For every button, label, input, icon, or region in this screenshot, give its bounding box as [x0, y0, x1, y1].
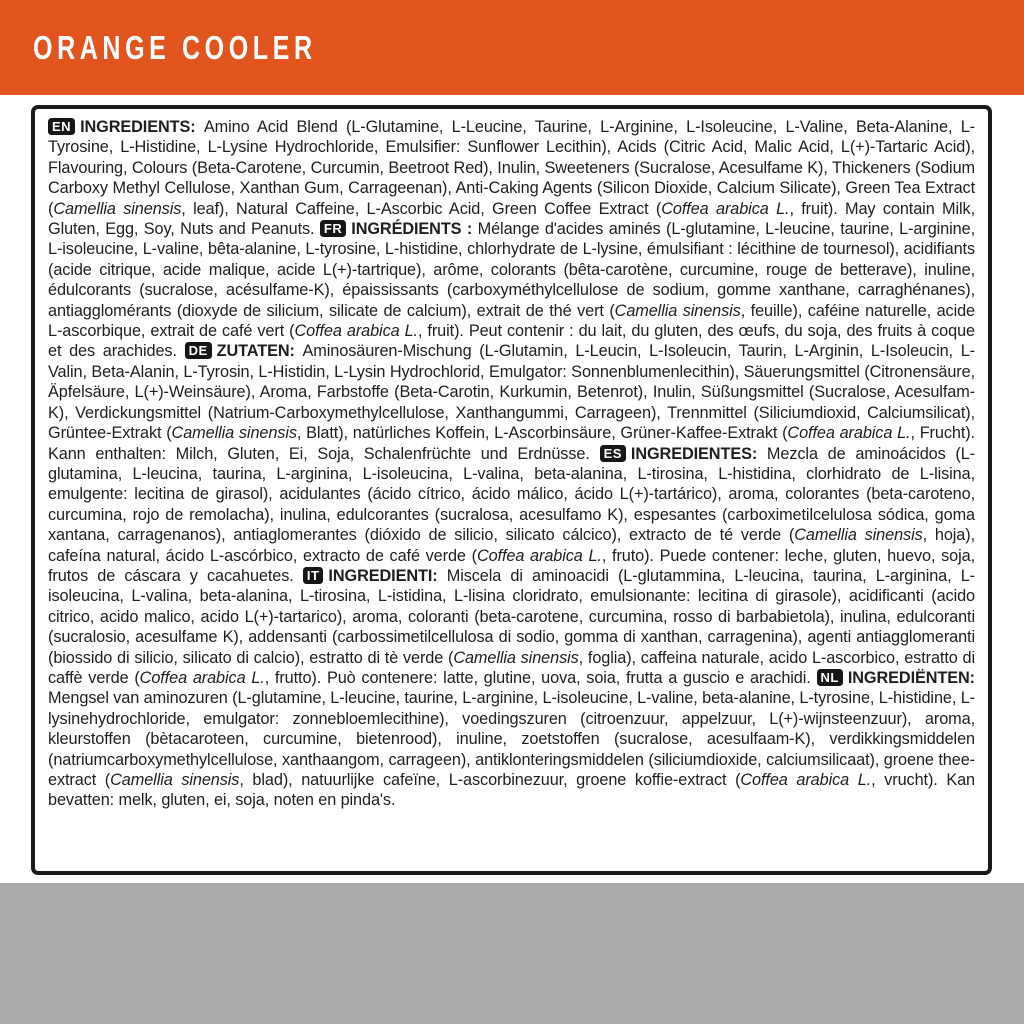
ingredients-text-it: , foglia), caffeina naturale, acido L-ascorbico, estratto di caffè verde (	[48, 648, 975, 687]
ingredients-text-fr: Mélange d'acides aminés (L-glutamine, L-leucine, taurine, L-arginine, L-isoleucine, L-valine, bêta-alanine, L-tyrosine, L-histidine, chlorhydrate de L-lysine, émulsifiant : lécithine de tournesol), acidifiants (acide citrique, acide malique, acide L(+)-tartrique), arôme, colorants (bêta-carotène, curcumine, rouge de betterave), inuline, édulcorants (sucralose, acésulfame-K), épaississants (carboxyméthylcellulose de sodium, gomme xanthane, carraghénanes), antiagglomérants (dioxyde de silicium, silicate de calcium), extrait de thé vert (	[48, 220, 975, 320]
ingredients-text-de: Aminosäuren-Mischung (L-Glutamin, L-Leucin, L-Isoleucin, Taurin, L-Arginin, L-Isoleucin, L-Valin, Beta-Alanin, L-Tyrosin, L-Histidin, L-Lysin Hydrochlorid, Emulgator: Sonnenblumenlecithin), Säuerungsmittel (Citronensäure, Äpfelsäure, L(+)-Weinsäure), Aroma, Farbstoffe (Beta-Carotin, Kurkumin, Betenrot), Inulin, Süßungsmittel (Sucralose, Acesulfam-K), Verdickungsmittel (Natrium-Carboxymethylcellulose, Xanthangummi, Carrageen), Trennmittel (Siliciumdioxid, Calciumsilicat), Grüntee-Extrakt (	[48, 342, 975, 443]
bottom-gray-bar	[0, 883, 1024, 1024]
ingredients-text-es: Coffea arabica L.	[476, 546, 602, 565]
ingredients-heading-it: INGREDIENTI:	[328, 566, 447, 585]
ingredients-heading-de: ZUTATEN:	[216, 342, 303, 361]
lang-badge-nl: NL	[817, 669, 843, 686]
ingredients-text-nl: Coffea arabica L.	[740, 771, 872, 789]
ingredients-heading-fr: INGRÉDIENTS :	[351, 220, 478, 239]
ingredients-text-nl: , vrucht). Kan bevatten: melk, gluten, ei, soja, noten en pinda's.	[48, 771, 976, 810]
ingredients-text-de: Camellia sinensis	[171, 424, 297, 443]
ingredients-heading-en: INGREDIENTS:	[80, 118, 204, 136]
lang-badge-it: IT	[303, 567, 324, 584]
ingredients-text-en: Coffea arabica L.	[661, 199, 790, 218]
ingredients-text-de: , Blatt), natürliches Koffein, L-Ascorbinsäure, Grüner-Kaffee-Extrakt (	[296, 424, 788, 443]
ingredients-text-nl: Mengsel van aminozuren (L-glutamine, L-leucine, taurine, L-arginine, L-isoleucine, L-valine, beta-alanine, L-tyrosine, L-histidine, L-lysinehydrochloride, emulgator: zonnebloemlecithine), voedingszuren (citroenzuur, appelzuur, L(+)-wijnsteenzuur), aroma, kleurstoffen (bètacaroteen, curcumine, bietenrood), inuline, zoetstoffen (sucralose, acesulfaam-K), verdikkingsmiddelen (natriumcarboxymethylcellulose, xanthaangom, carrageen), antiklonteringsmiddelen (siliciumdioxide, calciumsilicaat), groene thee-extract (	[48, 689, 975, 789]
ingredients-text-fr: , feuille), caféine naturelle, acide L-ascorbique, extrait de café vert (	[48, 301, 976, 341]
ingredients-text-it: Miscela di aminoacidi (L-glutammina, L-leucina, taurina, L-arginina, L-isoleucina, L-valina, beta-alanina, L-tirosina, L-istidina, L-lisina cloridrato, emulsionante: lecitina di girasole), acidificanti (acido citrico, acido malico, acido L(+)-tartarico), aroma, coloranti (beta-carotene, curcumina, rosso di barbabietola), inulina, edulcoranti (sucralosio, acesulfame K), addensanti (carbossimetilcellulosa di sodio, gomma di xanthan, carragenina), agenti antiagglomeranti (biossido di silicio, silicato di calcio), estratto di tè verde (	[48, 566, 975, 667]
ingredients-text-es: Mezcla de aminoácidos (L-glutamina, L-leucina, taurina, L-arginina, L-isoleucina, L-valina, beta-alanina, L-tirosina, L-histidina, clorhidrato de L-lisina, emulgente: lecitina de girasol), acidulantes (ácido cítrico, ácido málico, ácido L(+)-tartárico), aroma, colorantes (beta-caroteno, curcumina, rojo de remolacha), inulina, edulcorantes (sucralosa, acesulfamo K), espesantes (carboximetilcelulosa sódica, goma xantana, carragenanos), antiaglomerantes (dióxido de silicio, silicato cálcico), extracto de té verde (	[48, 444, 976, 545]
product-title-bar	[0, 0, 1024, 95]
lang-badge-fr: FR	[320, 220, 346, 237]
ingredients-text-fr: Coffea arabica L.	[294, 322, 418, 341]
product-title: ORANGE COOLER	[33, 28, 317, 66]
ingredients-text-nl: Camellia sinensis	[110, 771, 240, 789]
ingredients-text-de: Coffea arabica L.	[787, 424, 911, 443]
ingredients-text-it: , frutto). Può contenere: latte, glutine, uova, soia, frutta a guscio e arachidi.	[264, 668, 811, 687]
ingredients-heading-nl: INGREDIËNTEN:	[847, 668, 975, 687]
ingredients-text-fr: , fruit). Peut contenir : du lait, du gluten, des œufs, du soja, des fruits à coque et des arachides.	[48, 322, 976, 361]
ingredients-label-box	[31, 105, 992, 875]
ingredients-text-nl: , blad), natuurlijke cafeïne, L-ascorbinezuur, groene koffie-extract (	[239, 771, 741, 789]
lang-badge-de: DE	[185, 342, 212, 359]
ingredients-text-es: , hoja), cafeína natural, ácido L-ascórbico, extracto de café verde (	[48, 526, 975, 565]
ingredients-text-en: , fruit). May contain Milk, Gluten, Egg, Soy, Nuts and Peanuts.	[48, 199, 975, 239]
ingredients-text-es: Camellia sinensis	[794, 526, 923, 545]
ingredients-text-en: Amino Acid Blend (L-Glutamine, L-Leucine, Taurine, L-Arginine, L-Isoleucine, L-Valine, Beta-Alanine, L-Tyrosine, L-Histidine, L-Lysine Hydrochloride, Emulsifier: Sunflower Lecithin), Acids (Citric Acid, Malic Acid, L(+)-Tartaric Acid), Flavouring, Colours (Beta-Carotene, Curcumin, Beetroot Red), Inulin, Sweeteners (Sucralose, Acesulfame K), Thickeners (Sodium Carboxy Methyl Cellulose, Xanthan Gum, Carrageenan), Anti-Caking Agents (Silicon Dioxide, Calcium Silicate), Green Tea Extract (	[48, 118, 975, 218]
ingredients-text-it: Camellia sinensis	[453, 648, 579, 667]
ingredients-text-en: , leaf), Natural Caffeine, L-Ascorbic Acid, Green Coffee Extract (	[181, 199, 662, 218]
ingredients-heading-es: INGREDIENTES:	[630, 444, 767, 463]
ingredients-text-de: , Frucht). Kann enthalten: Milch, Gluten, Ei, Soja, Schalenfrüchte und Erdnüsse.	[48, 424, 975, 463]
ingredients-paragraph	[48, 117, 975, 811]
lang-badge-en: EN	[48, 118, 75, 135]
ingredients-text-fr: Camellia sinensis	[614, 301, 741, 320]
lang-badge-es: ES	[600, 445, 626, 462]
ingredients-text-it: Coffea arabica L.	[139, 668, 265, 687]
ingredients-text-en: Camellia sinensis	[53, 199, 182, 218]
ingredients-text-es: , fruto). Puede contener: leche, gluten, huevo, soja, frutos de cáscara y cacahuetes.	[48, 546, 976, 585]
